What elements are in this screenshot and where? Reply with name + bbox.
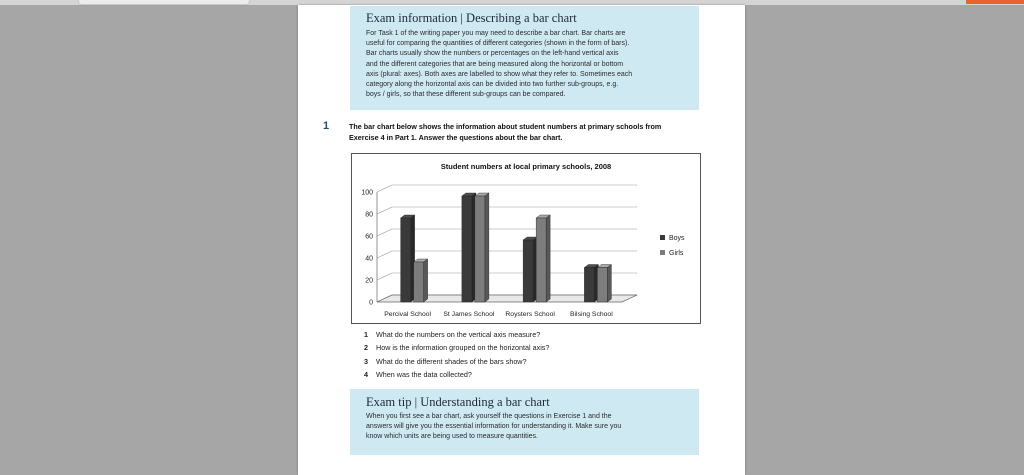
browser-tab[interactable]: [78, 0, 250, 5]
bar-boys: [401, 218, 411, 302]
gridline-diagonal: [377, 229, 392, 236]
gridline-diagonal: [377, 251, 392, 258]
x-tick-label: St James School: [443, 311, 495, 318]
bar-chart-svg: [352, 154, 700, 323]
exercise-intro-line: The bar chart below shows the information about student numbers at primary schools from: [349, 122, 662, 131]
question-item: [364, 370, 549, 383]
exam-information-title: Exam information | Describing a bar chart: [366, 11, 577, 25]
x-tick-label: Roysters School: [505, 311, 555, 318]
info-line: useful for comparing the quantities of different categories (shown in the form of bars).: [366, 40, 630, 48]
exam-tip-title: Exam tip | Understanding a bar chart: [366, 395, 550, 409]
y-tick-label: 40: [365, 255, 373, 263]
gridline-diagonal: [377, 273, 392, 280]
question-number: 4: [364, 369, 368, 379]
bar-side-girls: [485, 193, 489, 302]
question-number: 3: [364, 356, 368, 366]
info-line: For Task 1 of the writing paper you may need to describe a bar chart. Bar charts are: [366, 30, 626, 37]
x-tick-label: Percival School: [384, 311, 432, 318]
legend-label-boys: Boys: [669, 235, 685, 242]
question-text: How is the information grouped on the horizontal axis?: [376, 343, 550, 353]
chart-title: Student numbers at local primary schools, 2008: [440, 162, 612, 171]
bar-side-girls: [546, 215, 550, 302]
exercise-number: 1: [323, 120, 330, 132]
document-page: [298, 5, 745, 475]
bar-chart: [351, 153, 701, 324]
question-list: [364, 330, 549, 383]
y-tick-label: 100: [361, 189, 373, 197]
exam-information-body: [366, 29, 688, 100]
question-item: [364, 357, 549, 370]
top-right-accent-button[interactable]: [966, 0, 1024, 4]
info-line: and the different categories that are being measured along the horizontal or bottom: [366, 60, 624, 68]
gridline-diagonal: [377, 185, 392, 192]
bar-side-girls: [424, 259, 428, 302]
y-tick-label: 0: [369, 299, 373, 307]
question-number: 2: [364, 343, 368, 353]
legend-swatch-girls: [660, 250, 665, 255]
bar-boys: [462, 196, 472, 302]
x-tick-label: Bilsing School: [570, 311, 613, 318]
legend-swatch-boys: [660, 235, 665, 240]
question-text: When was the data collected?: [376, 369, 472, 379]
y-tick-label: 20: [365, 277, 373, 285]
tip-line: know which units are being used to measure quantities.: [366, 433, 538, 441]
question-item: [364, 343, 549, 356]
question-text: What do the different shades of the bars show?: [376, 356, 527, 366]
bar-boys: [523, 240, 533, 302]
tip-line: answers will give you the essential information for understanding it. Make sure you: [366, 423, 622, 431]
y-tick-label: 80: [365, 211, 373, 219]
info-line: category along the horizontal axis can be divided into two further sub-groups, e.g.: [366, 81, 619, 89]
exam-information-box: [350, 6, 699, 110]
exercise-intro-line: Exercise 4 in Part 1. Answer the questions about the bar chart.: [349, 132, 563, 142]
bar-boys: [584, 268, 594, 303]
bar-girls: [597, 268, 607, 303]
info-line: axis (plural: axes). Both axes are labelled to show what they refer to. Sometimes each: [366, 70, 633, 78]
info-line: boys / girls, so that these different sub-groups can be compared.: [366, 91, 566, 99]
exercise-intro: [349, 122, 704, 143]
legend-label-girls: Girls: [669, 250, 684, 257]
bar-side-girls: [607, 265, 611, 303]
bar-girls: [475, 196, 485, 302]
bar-girls: [414, 262, 424, 302]
question-item: [364, 330, 549, 343]
bar-girls: [536, 218, 546, 302]
exam-tip-body: [366, 412, 688, 443]
question-text: What do the numbers on the vertical axis measure?: [376, 330, 541, 339]
exam-tip-box: [350, 389, 699, 455]
info-line: Bar charts usually show the numbers or percentages on the left-hand vertical axis: [366, 50, 619, 58]
question-number: 1: [364, 330, 368, 339]
y-tick-label: 60: [365, 233, 373, 241]
gridline-diagonal: [377, 207, 392, 214]
tip-line: When you first see a bar chart, ask yourself the questions in Exercise 1 and the: [366, 413, 612, 420]
